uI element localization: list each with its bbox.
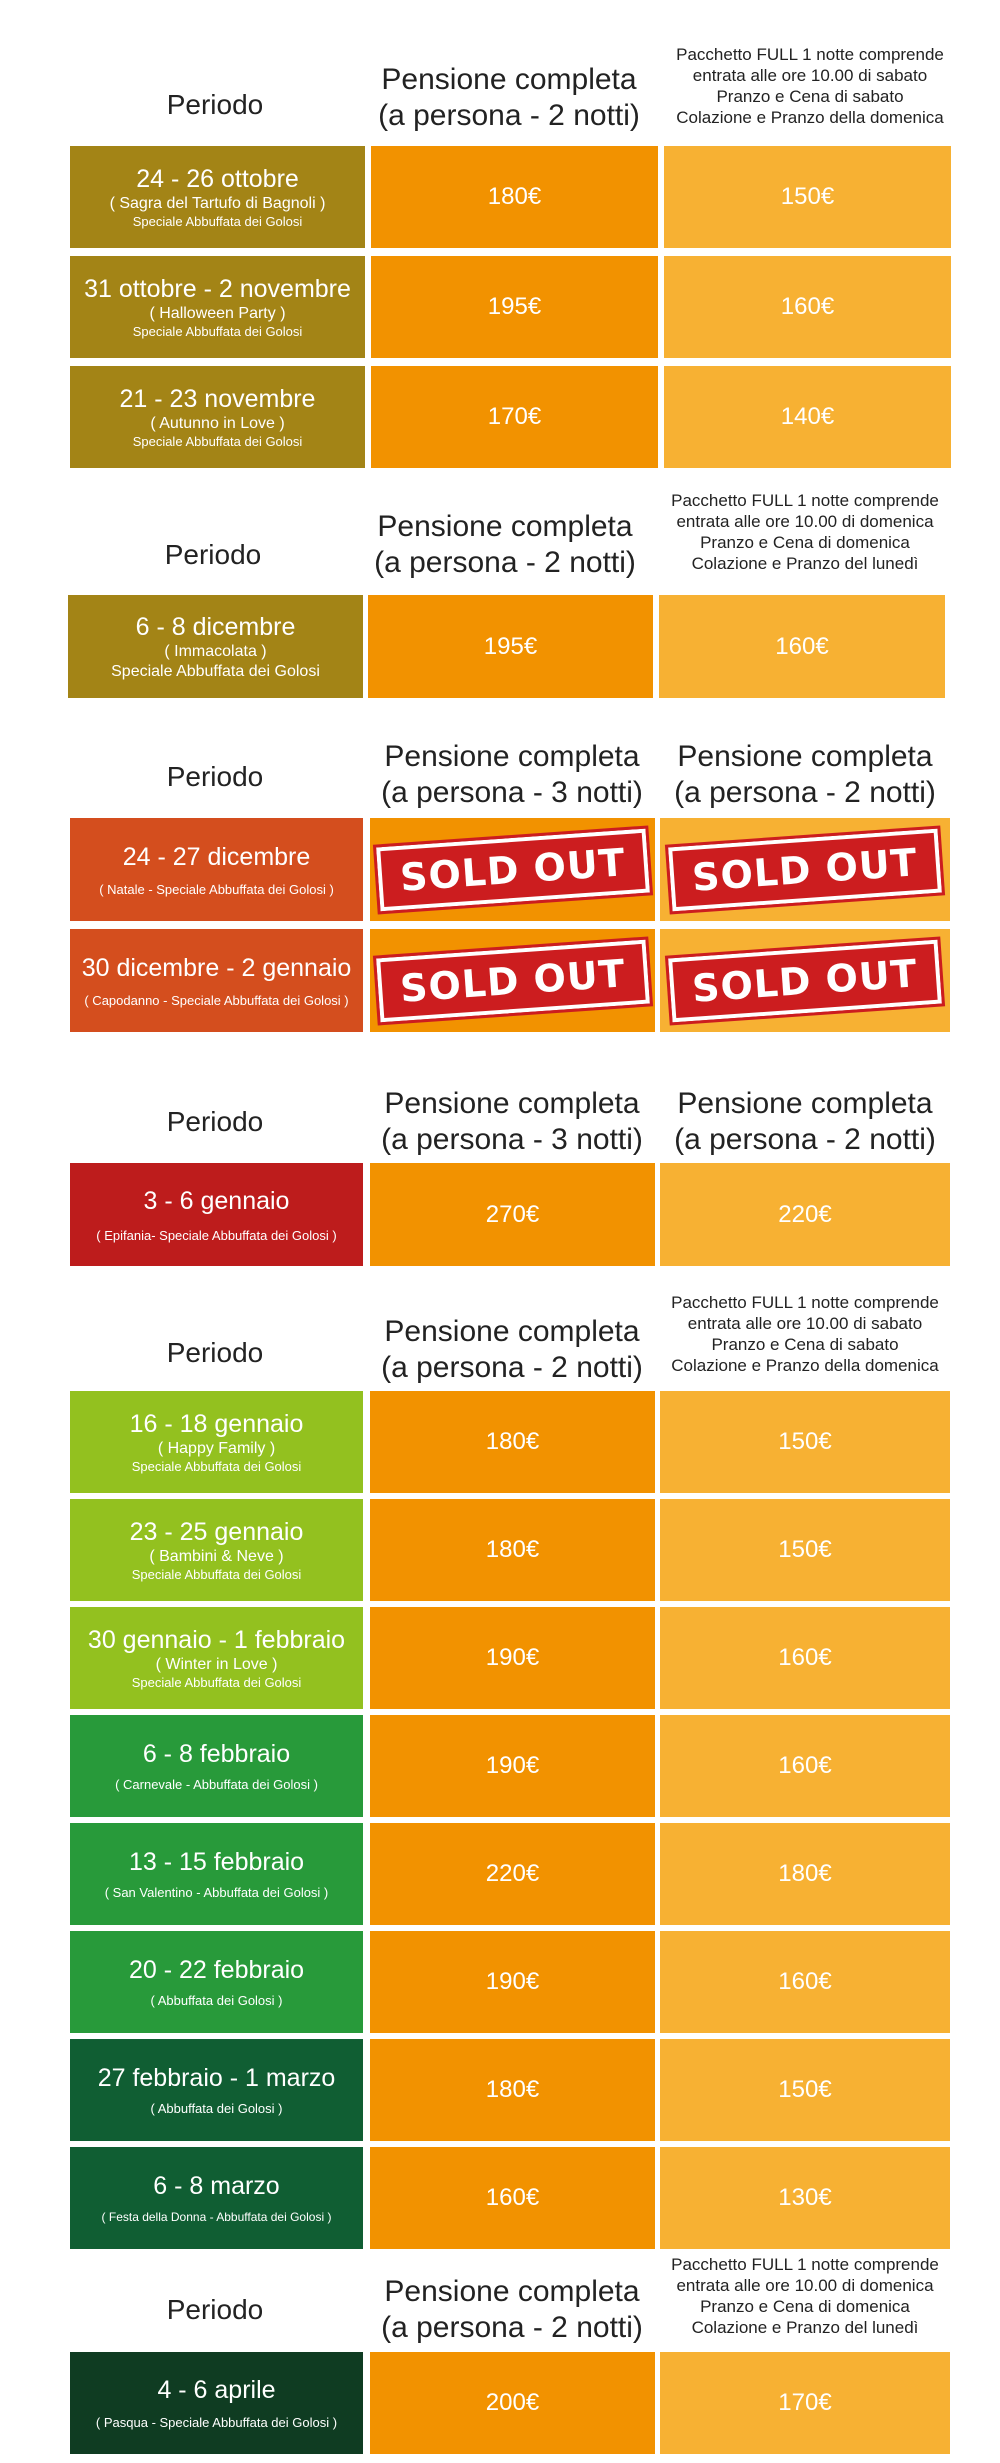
price-value: 190€ <box>485 1644 540 1671</box>
period-cell <box>70 146 365 248</box>
col3-header-line: Pranzo e Cena di sabato <box>711 1335 899 1354</box>
col3-header-line: Colazione e Pranzo della domenica <box>676 108 944 127</box>
col3-header-line: Pacchetto FULL 1 notte comprende <box>671 1293 939 1312</box>
period-note: Speciale Abbuffata dei Golosi <box>131 1459 302 1474</box>
period-subtitle: ( San Valentino - Abbuffata dei Golosi ) <box>104 1885 329 1900</box>
col3-header-line: Pacchetto FULL 1 notte comprende <box>671 491 939 510</box>
sold-out-stamp: SOLD OUT <box>376 939 650 1022</box>
price-value: 220€ <box>485 1860 540 1887</box>
price-value: 195€ <box>483 632 538 660</box>
period-note: Speciale Abbuffata dei Golosi <box>111 662 320 680</box>
price-value: 170€ <box>778 2389 832 2416</box>
table-row <box>0 1931 1000 2033</box>
period-title: 24 - 26 ottobre <box>136 165 299 193</box>
table-row <box>0 929 1000 1032</box>
periodo-header: Periodo <box>166 1337 264 1368</box>
price-cell-col3 <box>660 1499 950 1601</box>
price-cell-col3 <box>660 2352 950 2454</box>
price-value: 180€ <box>778 1860 832 1887</box>
price-value: 160€ <box>778 1752 832 1779</box>
sold-out-stamp: SOLD OUT <box>376 828 650 911</box>
price-cell-col3 <box>660 818 950 921</box>
period-cell <box>70 1823 363 1925</box>
col2-header <box>362 735 662 815</box>
period-cell <box>70 2352 363 2454</box>
price-cell-col3 <box>660 2147 950 2249</box>
table-row <box>0 256 1000 358</box>
table-row <box>0 1607 1000 1709</box>
col3-header-line: Colazione e Pranzo della domenica <box>671 1356 939 1375</box>
period-subtitle: ( Halloween Party ) <box>149 305 286 322</box>
price-value: 170€ <box>487 403 542 430</box>
period-note: Speciale Abbuffata dei Golosi <box>131 1567 302 1582</box>
price-value: 180€ <box>487 183 542 210</box>
col2-header-line: (a persona - 3 notti) <box>381 776 643 809</box>
period-subtitle: ( Carnevale - Abbuffata dei Golosi ) <box>115 1777 318 1792</box>
price-cell-col2 <box>370 1499 655 1601</box>
col3-header-line: Pensione completa <box>677 740 933 773</box>
period-subtitle: ( Natale - Speciale Abbuffata dei Golosi ) <box>99 881 334 897</box>
price-cell-col3 <box>660 1391 950 1493</box>
price-value: 160€ <box>778 1644 832 1671</box>
period-subtitle: ( Winter in Love ) <box>155 1656 278 1673</box>
period-title: 6 - 8 febbraio <box>142 1740 291 1768</box>
col3-header-line: Pensione completa <box>677 1087 933 1120</box>
period-cell <box>68 595 363 698</box>
period-cell <box>70 1163 363 1266</box>
col2-header-line: (a persona - 2 notti) <box>381 2311 643 2344</box>
col2-header <box>362 1310 662 1390</box>
col2-header-line: Pensione completa <box>384 1087 640 1120</box>
table-row <box>0 1499 1000 1601</box>
col3-header <box>645 484 965 580</box>
price-value: 195€ <box>487 293 542 320</box>
table-row <box>0 366 1000 468</box>
period-note: Speciale Abbuffata dei Golosi <box>132 214 303 229</box>
period-subtitle: ( Abbuffata dei Golosi ) <box>150 2101 283 2116</box>
price-cell-col3 <box>664 146 951 248</box>
col3-header <box>645 2248 965 2344</box>
period-cell <box>70 366 365 468</box>
price-value: 150€ <box>778 1536 832 1563</box>
price-value: 200€ <box>485 2389 540 2416</box>
price-value: 160€ <box>485 2184 540 2211</box>
price-cell-col2 <box>370 1607 655 1709</box>
col3-header <box>650 1082 960 1162</box>
table-row <box>0 595 1000 698</box>
price-value: 130€ <box>778 2184 832 2211</box>
table-row <box>0 1163 1000 1266</box>
col3-header-line: Colazione e Pranzo del lunedì <box>691 554 919 573</box>
col3-header-line: (a persona - 2 notti) <box>674 1123 936 1156</box>
price-cell-col3 <box>659 595 945 698</box>
period-subtitle: ( Pasqua - Speciale Abbuffata dei Golosi ) <box>95 2415 338 2430</box>
col2-header <box>364 58 654 138</box>
price-cell-col3 <box>664 366 951 468</box>
price-cell-col2 <box>370 1715 655 1817</box>
period-subtitle: ( Epifania- Speciale Abbuffata dei Golosi ) <box>96 1227 337 1243</box>
col3-header-line: Pranzo e Cena di sabato <box>716 87 904 106</box>
price-cell-col2 <box>370 1163 655 1266</box>
price-cell-col3 <box>664 256 951 358</box>
period-title: 23 - 25 gennaio <box>129 1518 304 1546</box>
col2-header <box>362 2270 662 2350</box>
period-title: 6 - 8 marzo <box>153 2172 280 2200</box>
period-cell <box>70 818 363 921</box>
table-row <box>0 2039 1000 2141</box>
col2-header-line: Pensione completa <box>384 1315 640 1348</box>
col2-header-line: (a persona - 2 notti) <box>378 99 640 132</box>
period-note: Speciale Abbuffata dei Golosi <box>132 324 303 339</box>
period-title: 3 - 6 gennaio <box>143 1186 290 1215</box>
period-cell <box>70 1715 363 1817</box>
price-value: 140€ <box>780 403 835 430</box>
price-cell-col3 <box>660 929 950 1032</box>
period-cell <box>70 1931 363 2033</box>
period-note: Speciale Abbuffata dei Golosi <box>132 434 303 449</box>
table-row <box>0 1391 1000 1493</box>
period-cell <box>70 256 365 358</box>
periodo-header: Periodo <box>166 2294 264 2325</box>
period-subtitle: ( Sagra del Tartufo di Bagnoli ) <box>109 195 326 212</box>
price-value: 270€ <box>485 1200 540 1228</box>
price-value: 160€ <box>780 293 835 320</box>
table-row <box>0 2147 1000 2249</box>
price-cell-col2 <box>371 366 658 468</box>
price-value: 160€ <box>775 632 829 660</box>
price-cell-col3 <box>660 1715 950 1817</box>
price-value: 150€ <box>780 183 835 210</box>
col3-header-line: entrata alle ore 10.00 di sabato <box>687 1314 923 1333</box>
price-value: 150€ <box>778 2076 832 2103</box>
price-cell-col3 <box>660 2039 950 2141</box>
period-title: 24 - 27 dicembre <box>122 842 311 871</box>
period-subtitle: ( Bambini & Neve ) <box>149 1548 284 1565</box>
period-title: 4 - 6 aprile <box>157 2376 276 2404</box>
period-subtitle: ( Immacolata ) <box>164 642 267 660</box>
col3-header-line: entrata alle ore 10.00 di domenica <box>676 2276 934 2295</box>
col3-header-line: Pranzo e Cena di domenica <box>700 2297 910 2316</box>
table-row <box>0 2352 1000 2454</box>
col3-header <box>645 1286 965 1382</box>
price-cell-col2 <box>370 818 655 921</box>
period-subtitle: ( Capodanno - Speciale Abbuffata dei Golosi ) <box>84 992 349 1008</box>
period-subtitle: ( Autunno in Love ) <box>150 415 285 432</box>
table-row <box>0 1823 1000 1925</box>
period-title: 20 - 22 febbraio <box>128 1956 305 1984</box>
sold-out-stamp: SOLD OUT <box>668 939 942 1022</box>
price-value: 150€ <box>778 1428 832 1455</box>
periodo-header: Periodo <box>166 1106 264 1137</box>
sold-out-stamp: SOLD OUT <box>668 828 942 911</box>
col3-header-line: Pacchetto FULL 1 notte comprende <box>671 2255 939 2274</box>
period-subtitle: ( Abbuffata dei Golosi ) <box>150 1993 283 2008</box>
price-cell-col2 <box>370 2147 655 2249</box>
col2-header-line: Pensione completa <box>377 510 633 543</box>
price-cell-col3 <box>660 1607 950 1709</box>
periodo-header: Periodo <box>166 761 264 792</box>
col3-header-line: Pacchetto FULL 1 notte comprende <box>676 45 944 64</box>
price-cell-col2 <box>370 1931 655 2033</box>
table-row <box>0 818 1000 921</box>
period-title: 21 - 23 novembre <box>119 385 316 413</box>
price-value: 190€ <box>485 1752 540 1779</box>
col3-header <box>650 38 970 134</box>
price-cell-col3 <box>660 1823 950 1925</box>
period-title: 6 - 8 dicembre <box>135 612 296 641</box>
periodo-header: Periodo <box>166 89 264 120</box>
period-cell <box>70 2147 363 2249</box>
period-subtitle: ( Happy Family ) <box>157 1440 276 1457</box>
period-note: Speciale Abbuffata dei Golosi <box>131 1675 302 1690</box>
col2-header-line: (a persona - 2 notti) <box>374 546 636 579</box>
col3-header-line: Colazione e Pranzo del lunedì <box>691 2318 919 2337</box>
price-cell-col2 <box>370 2352 655 2454</box>
period-title: 16 - 18 gennaio <box>129 1410 304 1438</box>
period-cell <box>70 929 363 1032</box>
price-value: 180€ <box>485 2076 540 2103</box>
price-value: 220€ <box>778 1200 832 1228</box>
col2-header-line: Pensione completa <box>384 2275 640 2308</box>
price-cell-col2 <box>370 1823 655 1925</box>
price-cell-col3 <box>660 1163 950 1266</box>
price-cell-col2 <box>371 256 658 358</box>
period-title: 30 gennaio - 1 febbraio <box>87 1626 346 1654</box>
price-value: 160€ <box>778 1968 832 1995</box>
price-value: 180€ <box>485 1428 540 1455</box>
price-cell-col2 <box>370 1391 655 1493</box>
period-title: 30 dicembre - 2 gennaio <box>81 953 352 982</box>
period-cell <box>70 1391 363 1493</box>
price-cell-col2 <box>370 929 655 1032</box>
col2-header <box>362 1082 662 1162</box>
table-row <box>0 1715 1000 1817</box>
period-cell <box>70 2039 363 2141</box>
price-value: 190€ <box>485 1968 540 1995</box>
col2-header-line: (a persona - 3 notti) <box>381 1123 643 1156</box>
col2-header-line: Pensione completa <box>384 740 640 773</box>
col3-header-line: entrata alle ore 10.00 di domenica <box>676 512 934 531</box>
col2-header <box>360 505 650 585</box>
table-row <box>0 146 1000 248</box>
period-title: 31 ottobre - 2 novembre <box>84 275 351 303</box>
periodo-header: Periodo <box>164 539 262 570</box>
period-title: 13 - 15 febbraio <box>128 1848 305 1876</box>
col3-header-line: entrata alle ore 10.00 di sabato <box>692 66 928 85</box>
price-cell-col2 <box>368 595 653 698</box>
period-cell <box>70 1607 363 1709</box>
col3-header <box>650 735 960 815</box>
price-cell-col2 <box>371 146 658 248</box>
col3-header-line: (a persona - 2 notti) <box>674 776 936 809</box>
col3-header-line: Pranzo e Cena di domenica <box>700 533 910 552</box>
period-subtitle: ( Festa della Donna - Abbuffata dei Golosi ) <box>101 2210 332 2224</box>
col2-header-line: (a persona - 2 notti) <box>381 1351 643 1384</box>
period-title: 27 febbraio - 1 marzo <box>97 2064 336 2092</box>
price-cell-col3 <box>660 1931 950 2033</box>
col2-header-line: Pensione completa <box>381 63 637 96</box>
price-value: 180€ <box>485 1536 540 1563</box>
price-cell-col2 <box>370 2039 655 2141</box>
period-cell <box>70 1499 363 1601</box>
